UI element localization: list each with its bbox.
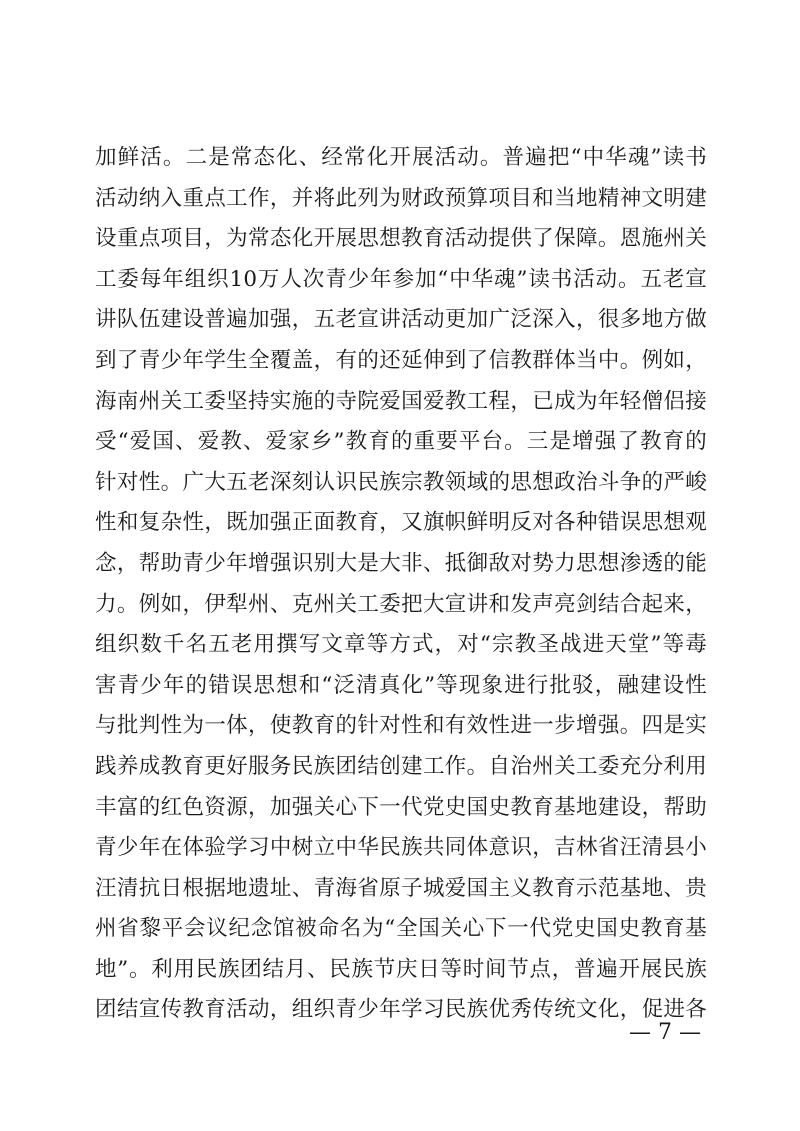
text-line: 到了青少年学生全覆盖，有的还延伸到了信教群体当中。例如， bbox=[95, 347, 707, 373]
text-line: 团结宣传教育活动，组织青少年学习民族优秀传统文化，促进各 bbox=[95, 997, 707, 1023]
text-line: 与批判性为一体，使教育的针对性和有效性进一步增强。四是实 bbox=[95, 713, 707, 739]
text-line: 加鲜活。二是常态化、经常化开展活动。普遍把“中华魂”读书 bbox=[95, 145, 707, 170]
text-line: 念，帮助青少年增强识别大是大非、抵御敌对势力思想渗透的能 bbox=[95, 550, 707, 576]
text-line: 州省黎平会议纪念馆被命名为“全国关心下一代党史国史教育基 bbox=[95, 916, 707, 942]
text-line: 力。例如，伊犁州、克州关工委把大宣讲和发声亮剑结合起来， bbox=[95, 591, 707, 617]
text-line: 汪清抗日根据地遗址、青海省原子城爱国主义教育示范基地、贵 bbox=[95, 875, 707, 901]
text-line: 害青少年的错误思想和“泛清真化”等现象进行批驳，融建设性 bbox=[95, 672, 707, 698]
text-line: 性和复杂性，既加强正面教育，又旗帜鲜明反对各种错误思想观 bbox=[95, 510, 707, 536]
body-text bbox=[95, 138, 707, 1031]
page-number: — 7 — bbox=[629, 1020, 701, 1045]
text-line: 讲队伍建设普遍加强，五老宣讲活动更加广泛深入，很多地方做 bbox=[95, 307, 707, 333]
text-line: 青少年在体验学习中树立中华民族共同体意识，吉林省汪清县小 bbox=[95, 835, 707, 861]
text-line: 活动纳入重点工作，并将此列为财政预算项目和当地精神文明建 bbox=[95, 185, 707, 211]
text-line: 海南州关工委坚持实施的寺院爱国爱教工程，已成为年轻僧侣接 bbox=[95, 388, 707, 414]
text-line: 工委每年组织10万人次青少年参加“中华魂”读书活动。五老宣 bbox=[95, 266, 707, 292]
text-line: 践养成教育更好服务民族团结创建工作。自治州关工委充分利用 bbox=[95, 753, 707, 779]
text-line: 丰富的红色资源，加强关心下一代党史国史教育基地建设，帮助 bbox=[95, 794, 707, 820]
text-line: 受“爱国、爱教、爱家乡”教育的重要平台。三是增强了教育的 bbox=[95, 429, 707, 455]
text-line: 地”。利用民族团结月、民族节庆日等时间节点，普遍开展民族 bbox=[95, 956, 707, 982]
text-line: 针对性。广大五老深刻认识民族宗教领域的思想政治斗争的严峻 bbox=[95, 469, 707, 495]
text-line: 组织数千名五老用撰写文章等方式，对“宗教圣战进天堂”等毒 bbox=[95, 632, 707, 658]
text-line: 设重点项目，为常态化开展思想教育活动提供了保障。恩施州关 bbox=[95, 226, 707, 252]
